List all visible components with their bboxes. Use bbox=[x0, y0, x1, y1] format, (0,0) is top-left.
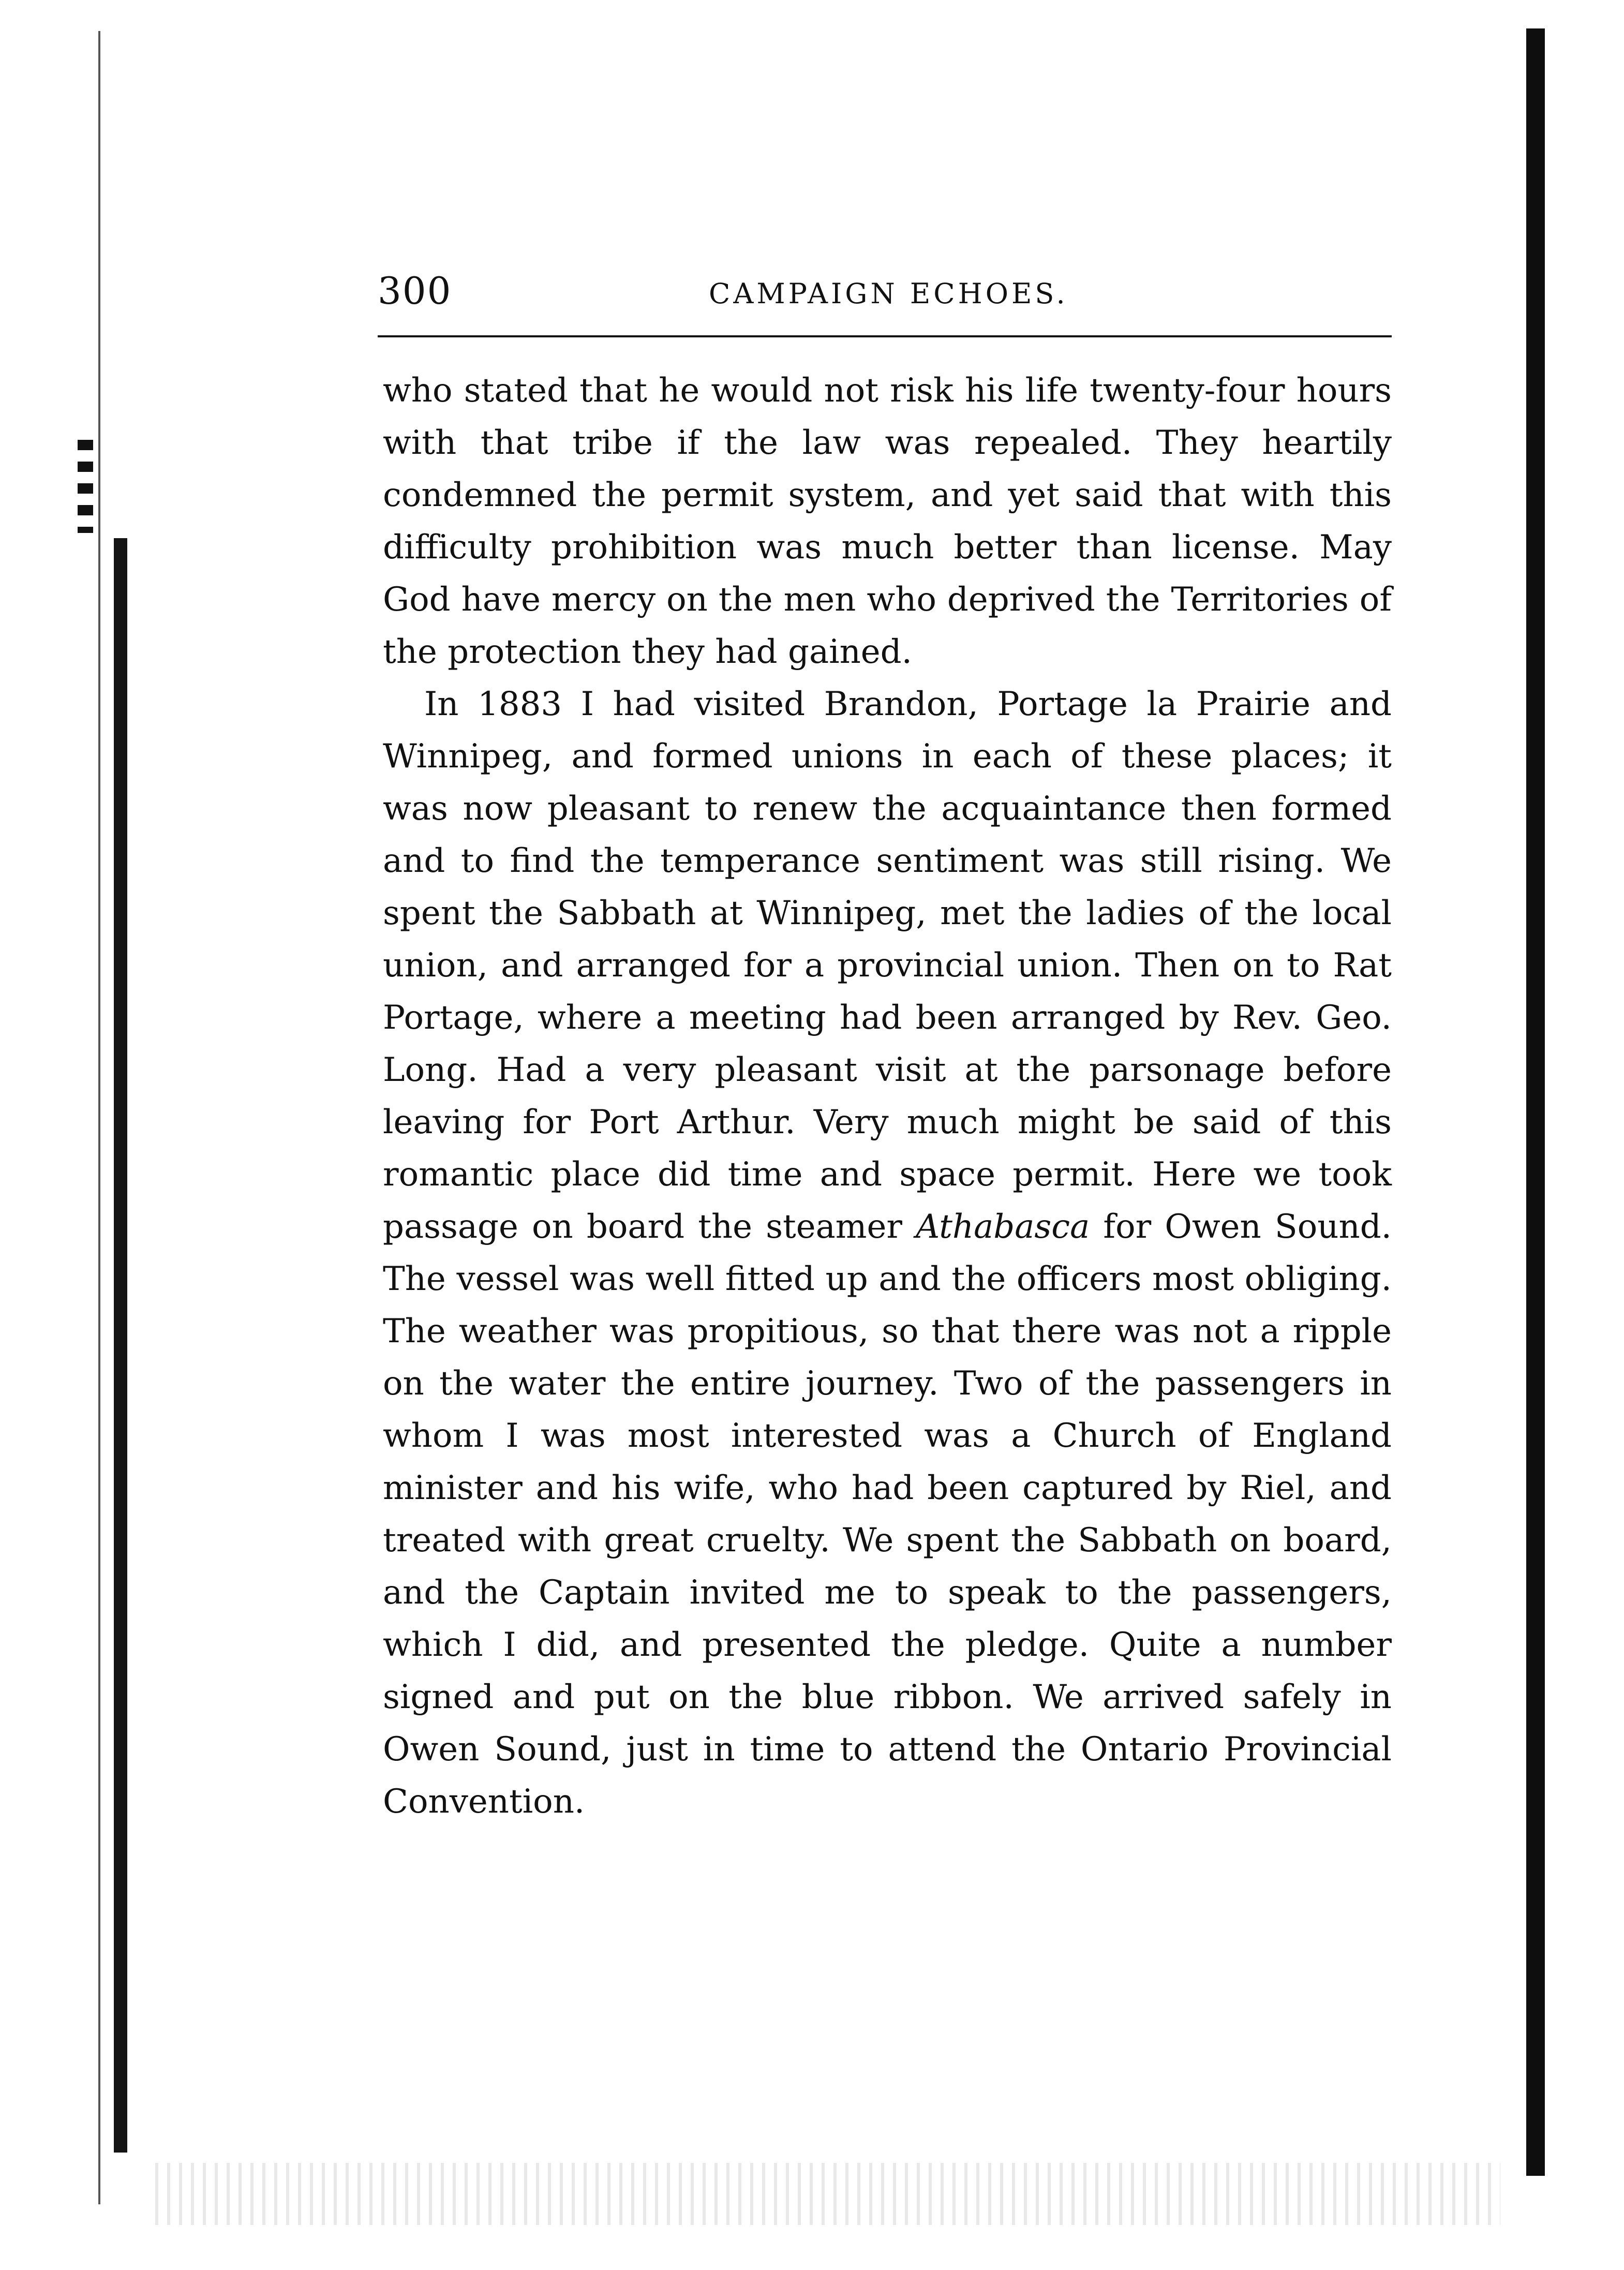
scan-edge-right-bar bbox=[1526, 28, 1545, 2176]
paragraph-2-part-2: for Owen Sound. The vessel was well fitted up and the officers most obliging. The weather was propitious, so that there was not a ripple on the water the entire journey. Two of the passengers in whom I was most interested was a Church of England minister and his wife, who had been captured by Riel, and treated with great cruelty. We spent the Sabbath on board, and the Captain invited me to speak to the passengers, which I did, and presented the pledge. Quite a number signed and put on the blue ribbon. We arrived safely in Owen Sound, just in time to attend the Ontario Provincial Convention. bbox=[383, 1208, 1392, 1821]
page-body bbox=[383, 365, 1392, 1828]
scan-edge-marks bbox=[78, 440, 93, 533]
paragraph-2-part-1: In 1883 I had visited Brandon, Portage la Prairie and Winnipeg, and formed unions in each of these places; it was now pleasant to renew the acquaintance then formed and to find the temperance sentiment was still rising. We spent the Sabbath at Winnipeg, met the ladies of the local union, and arranged for a provincial union. Then on to Rat Portage, where a meeting had been arranged by Rev. Geo. Long. Had a very pleasant visit at the parsonage before leaving for Port Arthur. Very much might be said of this romantic place did time and space permit. Here we took passage on board the steamer bbox=[383, 685, 1392, 1246]
running-title: CAMPAIGN ECHOES. bbox=[709, 277, 1068, 310]
running-head bbox=[378, 248, 1412, 326]
scan-edge-left-bar bbox=[114, 538, 127, 2153]
paragraph-1: who stated that he would not risk his life twenty-four hours with that tribe if the law was repealed. They heartily condemned the permit system, and yet said that with this difficulty prohibition was much better than license. May God have mercy on the men who deprived the Territories of the protection they had gained. bbox=[383, 372, 1392, 671]
header-rule bbox=[378, 335, 1392, 337]
paragraph-2 bbox=[383, 678, 1392, 1828]
ship-name: Athabasca bbox=[916, 1208, 1090, 1246]
book-page bbox=[378, 248, 1412, 1821]
page-number: 300 bbox=[378, 269, 452, 313]
scan-edge-thin-line bbox=[98, 31, 100, 2204]
scan-noise bbox=[155, 2163, 1500, 2225]
